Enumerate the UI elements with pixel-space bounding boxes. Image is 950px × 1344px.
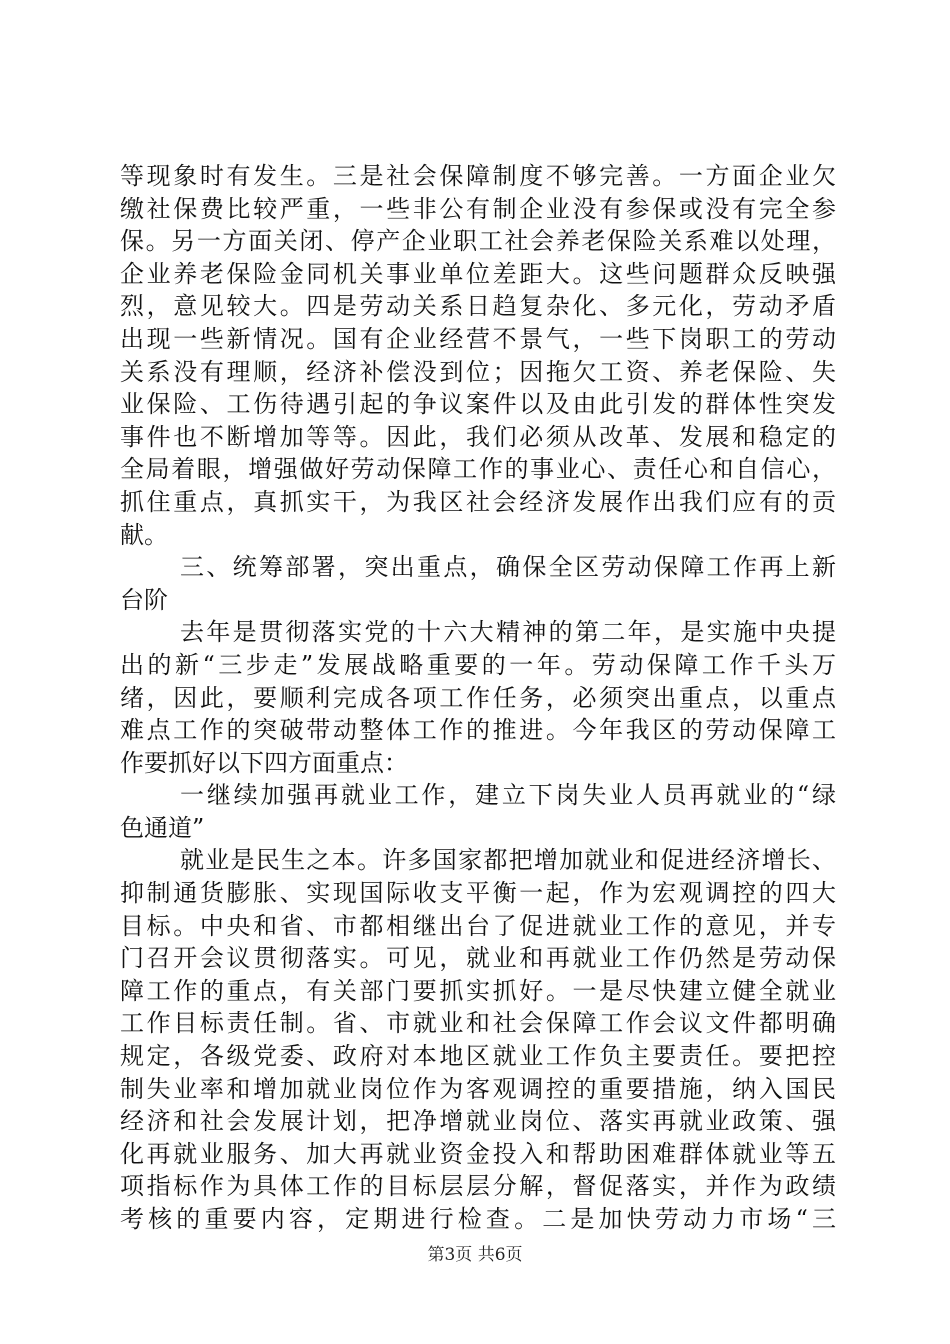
text-line: 目标。中央和省、市都相继出台了促进就业工作的意见，并专 [120,911,836,940]
text-line: 事件也不断增加等等。因此，我们必须从改革、发展和稳定的 [120,422,836,451]
text-line: 抓住重点，真抓实干，为我区社会经济发展作出我们应有的贡 [120,487,836,516]
text-line: 出的新“三步走”发展战略重要的一年。劳动保障工作千头万 [120,650,836,679]
text-line: 色通道” [120,813,205,842]
text-line: 工作目标责任制。省、市就业和社会保障工作会议文件都明确 [120,1009,836,1038]
text-line: 全局着眼，增强做好劳动保障工作的事业心、责任心和自信心， [120,455,836,484]
text-line: 缴社保费比较严重，一些非公有制企业没有参保或没有完全参 [120,194,836,223]
text-line: 出现一些新情况。国有企业经营不景气，一些下岗职工的劳动 [120,324,836,353]
text-line: 难点工作的突破带动整体工作的推进。今年我区的劳动保障工 [120,716,836,745]
text-line: 障工作的重点，有关部门要抓实抓好。一是尽快建立健全就业 [120,976,836,1005]
text-line: 作要抓好以下四方面重点： [120,748,408,777]
text-line: 业保险、工伤待遇引起的争议案件以及由此引发的群体性突发 [120,390,836,419]
text-line: 去年是贯彻落实党的十六大精神的第二年，是实施中央提 [180,618,836,647]
text-line: 献。 [120,520,168,549]
document-body [120,160,836,1236]
page-footer: 第3页 共6页 [427,1245,523,1265]
text-line: 一继续加强再就业工作，建立下岗失业人员再就业的“绿 [180,781,836,810]
text-line: 门召开会议贯彻落实。可见，就业和再就业工作仍然是劳动保 [120,944,836,973]
text-line: 台阶 [120,585,168,614]
text-line: 经济和社会发展计划，把净增就业岗位、落实再就业政策、强 [120,1107,836,1136]
text-line: 绪，因此，要顺利完成各项工作任务，必须突出重点，以重点 [120,683,836,712]
text-line: 规定，各级党委、政府对本地区就业工作负主要责任。要把控 [120,1042,836,1071]
text-line: 烈，意见较大。四是劳动关系日趋复杂化、多元化，劳动矛盾 [120,292,836,321]
text-line: 企业养老保险金同机关事业单位差距大。这些问题群众反映强 [120,259,836,288]
text-line: 关系没有理顺，经济补偿没到位；因拖欠工资、养老保险、失 [120,357,836,386]
text-line: 等现象时有发生。三是社会保障制度不够完善。一方面企业欠 [120,162,836,190]
text-line: 抑制通货膨胀、实现国际收支平衡一起，作为宏观调控的四大 [120,879,836,908]
text-line: 考核的重要内容，定期进行检查。二是加快劳动力市场“三 [120,1205,836,1233]
text-line: 项指标作为具体工作的目标层层分解，督促落实，并作为政绩 [120,1172,836,1201]
text-line: 制失业率和增加就业岗位作为客观调控的重要措施，纳入国民 [120,1074,836,1103]
text-line: 保。另一方面关闭、停产企业职工社会养老保险关系难以处理， [120,227,836,256]
text-line: 就业是民生之本。许多国家都把增加就业和促进经济增长、 [180,846,836,875]
text-line: 三、统筹部署，突出重点，确保全区劳动保障工作再上新 [180,553,836,582]
text-line: 化再就业服务、加大再就业资金投入和帮助困难群体就业等五 [120,1139,836,1168]
